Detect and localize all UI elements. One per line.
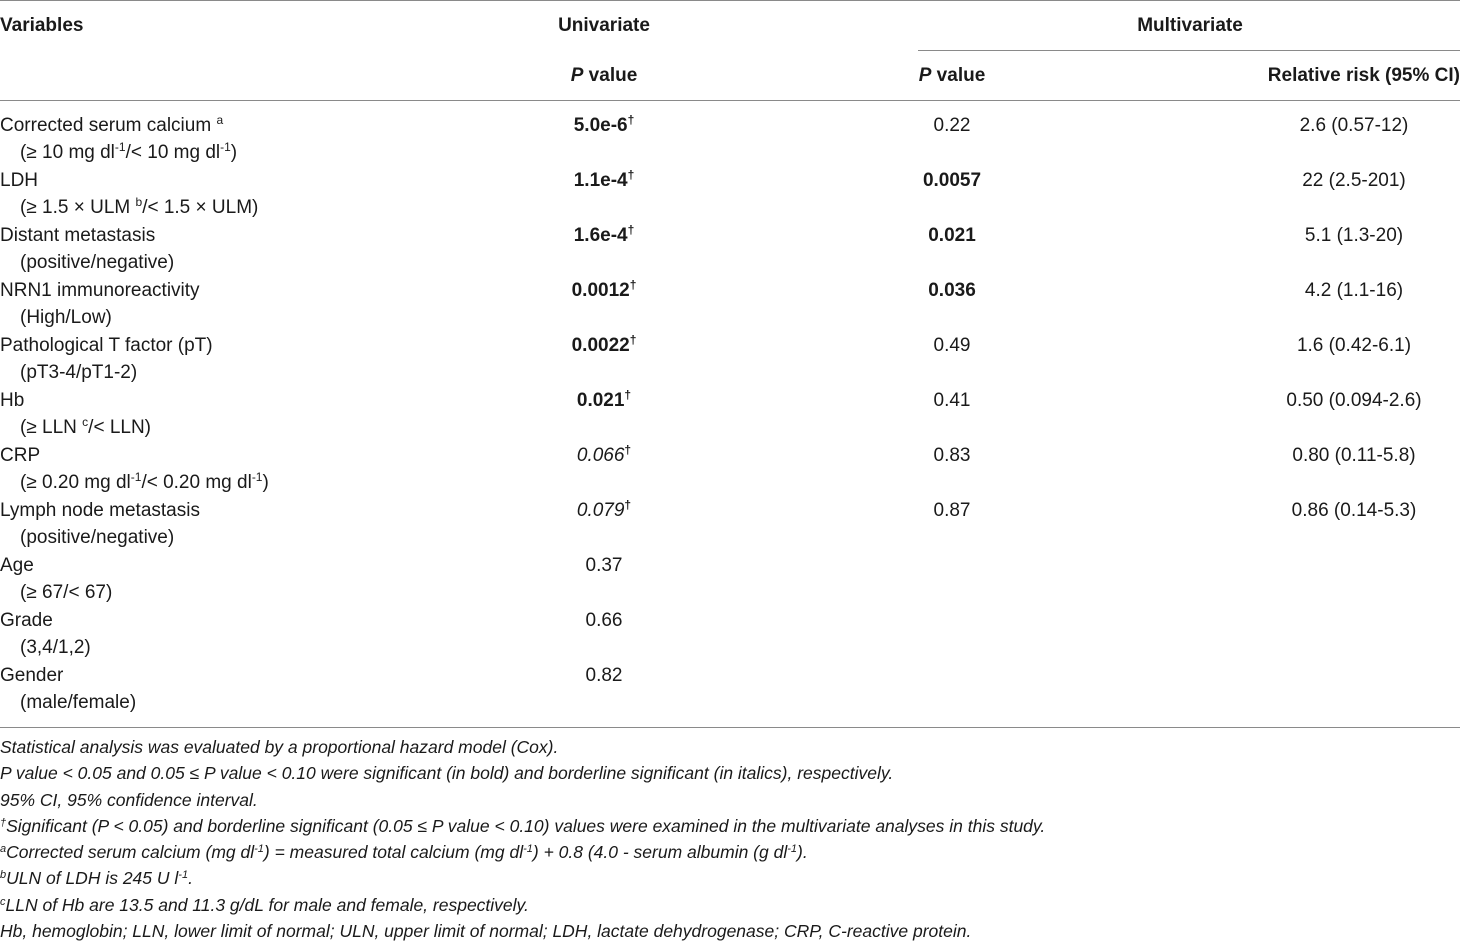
header-univariate-p-value: P value xyxy=(570,65,638,86)
variable-name: Pathological T factor (pT) xyxy=(0,335,213,356)
footnote-uln-ldh: $^b$ULN of LDH is 245 U $l^{-1}$. xyxy=(0,868,193,889)
table-row xyxy=(0,277,1460,332)
univariate-p-value: 0.82 xyxy=(585,665,623,686)
variable-name: Corrected serum calcium $^a$ xyxy=(0,113,224,136)
multivariate-p-value: 0.87 xyxy=(933,500,971,521)
relative-risk: 0.86 (0.14-5.3) xyxy=(1291,500,1417,521)
multivariate-p-value: 0.49 xyxy=(933,335,971,356)
header-univariate: Univariate xyxy=(558,15,650,36)
footnote-abbreviations: Hb, hemoglobin; LLN, lower limit of normal; ULN, upper limit of normal; LDH, lactate dehydrogenase; CRP, C-reactive protein. xyxy=(0,921,972,942)
table-row xyxy=(0,332,1460,387)
variable-comparison: (≥ 1.5 × ULM $^b$/< 1.5 × ULM) xyxy=(20,195,259,218)
header-relative-risk: Relative risk (95% CI) xyxy=(1267,65,1460,86)
variable-comparison: (≥ 67/< 67) xyxy=(20,582,113,603)
variable-name: CRP xyxy=(0,445,41,466)
variable-comparison: (3,4/1,2) xyxy=(20,637,91,658)
header-variables: Variables xyxy=(0,15,84,36)
multivariate-p-value: 0.83 xyxy=(933,445,971,466)
univariate-p-value: 0.079† xyxy=(576,498,632,521)
multivariate-p-value: 0.021 xyxy=(928,225,976,246)
variable-name: Lymph node metastasis xyxy=(0,500,200,521)
table-bottom-rule xyxy=(0,727,1460,728)
table-row xyxy=(0,607,1460,662)
table-row xyxy=(0,442,1460,497)
univariate-p-value: 0.021† xyxy=(576,388,632,411)
relative-risk: 5.1 (1.3-20) xyxy=(1304,225,1404,246)
table-footnotes xyxy=(0,735,1045,945)
variable-comparison: (positive/negative) xyxy=(20,252,175,273)
footnote-ci: 95% CI, 95% confidence interval. xyxy=(0,789,258,810)
footnote-corrected-calcium: $^a$Corrected serum calcium (mg $dl^{-1}$) = measured total calcium (mg $dl^{-1}) + 0.8$ (4.0 - serum albumin (g $dl^{-1}$). xyxy=(0,842,808,863)
relative-risk: 1.6 (0.42-6.1) xyxy=(1296,335,1412,356)
table-row xyxy=(0,387,1460,442)
relative-risk: 22 (2.5-201) xyxy=(1302,170,1406,191)
variable-name: Hb xyxy=(0,390,25,411)
multivariate-p-value: 0.0057 xyxy=(922,170,982,191)
multivariate-p-value: 0.41 xyxy=(933,390,971,411)
table-row xyxy=(0,662,1460,717)
variable-comparison: (High/Low) xyxy=(20,307,112,328)
multivariate-p-value: 0.036 xyxy=(928,280,976,301)
variable-comparison: (positive/negative) xyxy=(20,527,175,548)
univariate-p-value: 1.1e-4† xyxy=(573,168,635,191)
table-row xyxy=(0,222,1460,277)
multivariate-p-value: 0.22 xyxy=(933,115,971,136)
header-bottom-rule xyxy=(0,100,1460,101)
univariate-p-value: 0.37 xyxy=(585,555,623,576)
variable-comparison: (≥ 0.20 mg $dl^{-1}/< 0.20$ mg $dl^{-1}$) xyxy=(20,470,269,493)
footnote-statistical-method: Statistical analysis was evaluated by a proportional hazard model (Cox). xyxy=(0,737,559,757)
variable-comparison: (≥ 10 mg $dl^{-1}/< 10$ mg $dl^{-1}$) xyxy=(20,140,238,163)
variable-comparison: (≥ LLN $^c$/< LLN) xyxy=(20,415,152,438)
univariate-p-value: 5.0e-6† xyxy=(573,113,635,136)
relative-risk: 2.6 (0.57-12) xyxy=(1299,115,1409,136)
table-row xyxy=(0,497,1460,552)
header-multivariate-p-value: P value xyxy=(918,65,986,86)
relative-risk: 4.2 (1.1-16) xyxy=(1304,280,1404,301)
univariate-p-value: 0.0022† xyxy=(571,333,637,356)
variable-name: Distant metastasis xyxy=(0,225,156,246)
relative-risk: 0.80 (0.11-5.8) xyxy=(1292,445,1416,466)
footnote-significance: P value < 0.05 and 0.05 ≤ P value < 0.10 were significant (in bold) and borderline significant (in italics), respectively. xyxy=(0,763,894,784)
variable-name: NRN1 immunoreactivity xyxy=(0,280,200,301)
footnote-lln-hb: $^c$LLN of Hb are 13.5 and 11.3 g/dL for male and female, respectively. xyxy=(0,894,529,915)
relative-risk: 0.50 (0.094-2.6) xyxy=(1286,390,1422,411)
top-rule xyxy=(0,0,1460,1)
univariate-p-value: 1.6e-4† xyxy=(573,223,635,246)
table-row xyxy=(0,112,1460,167)
header-multivariate: Multivariate xyxy=(1137,15,1243,36)
variable-name: LDH xyxy=(0,170,39,191)
variable-name: Grade xyxy=(0,610,53,631)
variable-comparison: (pT3-4/pT1-2) xyxy=(20,362,138,383)
table-row xyxy=(0,167,1460,222)
variable-comparison: (male/female) xyxy=(20,692,137,713)
table-row xyxy=(0,552,1460,607)
footnote-dagger: †Significant (P < 0.05) and borderline significant (0.05 ≤ P value < 0.10) values were examined in the multivariate analyses in this study. xyxy=(0,815,1046,836)
multivariate-rule xyxy=(918,50,1460,51)
variable-name: Gender xyxy=(0,665,64,686)
univariate-p-value: 0.0012† xyxy=(571,278,637,301)
univariate-p-value: 0.66 xyxy=(585,610,623,631)
variable-name: Age xyxy=(0,555,34,576)
univariate-p-value: 0.066† xyxy=(576,443,632,466)
